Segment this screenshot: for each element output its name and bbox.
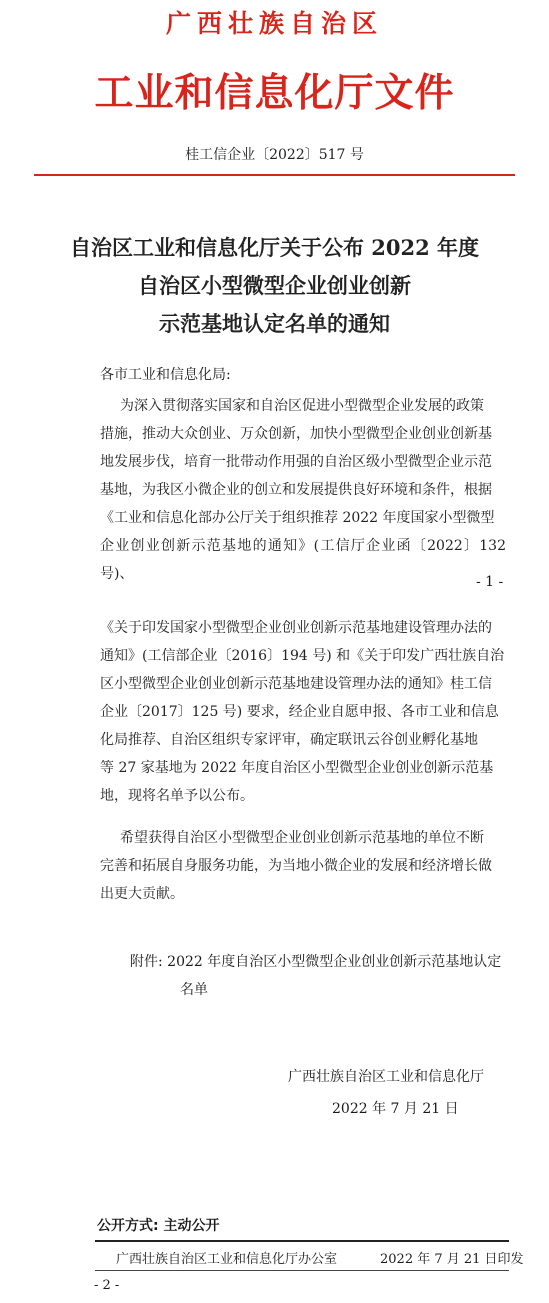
page-number-1: - 1 - — [476, 574, 504, 590]
footer-rule-bottom — [95, 1270, 509, 1271]
paragraph-1-part-1 — [100, 392, 506, 588]
document-type-heading: 工业和信息化厅文件 — [94, 70, 455, 116]
text-line: 《关于印发国家小型微型企业创业创新示范基地建设管理办法的 — [100, 620, 492, 636]
page-number-2: - 2 - — [94, 1278, 120, 1293]
salutation: 各市工业和信息化局: — [100, 367, 231, 383]
attachment-line: 附件: 2022 年度自治区小型微型企业创业创新示范基地认定 — [130, 954, 502, 970]
disclosure-method: 公开方式: 主动公开 — [97, 1218, 220, 1234]
title-line-1: 自治区工业和信息化厅关于公布 2022 年度 — [69, 235, 480, 260]
issuing-org: 广西壮族自治区 — [165, 9, 383, 38]
text-line: 企业创业创新示范基地的通知》(工信厅企业函〔2022〕132 号)、 — [100, 538, 506, 582]
text-line: 地发展步伐，培育一批带动作用强的自治区级小型微型企业示范 — [100, 454, 492, 470]
footer-print-date: 2022 年 7 月 21 日印发 — [380, 1252, 524, 1267]
text-line: 为深入贯彻落实国家和自治区促进小型微型企业发展的政策 — [120, 398, 484, 414]
text-line: 希望获得自治区小型微型企业创业创新示范基地的单位不断 — [120, 830, 484, 846]
document-number: 桂工信企业〔2022〕517 号 — [185, 147, 364, 163]
red-header-rule — [34, 174, 515, 176]
text-line: 措施，推动大众创业、万众创新，加快小型微型企业创业创新基 — [100, 426, 492, 442]
text-line: 地，现将名单予以公布。 — [100, 788, 254, 804]
text-line: 区小型微型企业创业创新示范基地建设管理办法的通知》桂工信 — [100, 676, 492, 692]
attachment-line-continued: 名单 — [180, 982, 208, 998]
text-line: 完善和拓展自身服务功能，为当地小微企业的发展和经济增长做 — [100, 858, 492, 874]
text-line: 化局推荐、自治区组织专家评审，确定联讯云谷创业孵化基地 — [100, 732, 478, 748]
footer-office: 广西壮族自治区工业和信息化厅办公室 — [116, 1252, 338, 1267]
text-line: 通知》(工信部企业〔2016〕194 号) 和《关于印发广西壮族自治 — [100, 648, 505, 664]
text-line: 《工业和信息化部办公厅关于组织推荐 2022 年度国家小型微型 — [100, 510, 495, 526]
text-line: 基地，为我区小微企业的创立和发展提供良好环境和条件，根据 — [100, 482, 492, 498]
title-line-2: 自治区小型微型企业创业创新 — [138, 273, 411, 298]
paragraph-2 — [100, 824, 506, 908]
paragraph-1-part-2 — [100, 614, 506, 810]
signature-org: 广西壮族自治区工业和信息化厅 — [288, 1069, 484, 1085]
footer-rule-top — [95, 1240, 509, 1242]
title-line-3: 示范基地认定名单的通知 — [159, 311, 390, 336]
attachment-note — [130, 948, 510, 1004]
text-line: 企业〔2017〕125 号) 要求，经企业自愿申报、各市工业和信息 — [100, 704, 499, 720]
text-line: 等 27 家基地为 2022 年度自治区小型微型企业创业创新示范基 — [100, 760, 494, 776]
text-line: 出更大贡献。 — [100, 886, 184, 902]
signature-date: 2022 年 7 月 21 日 — [332, 1101, 459, 1117]
